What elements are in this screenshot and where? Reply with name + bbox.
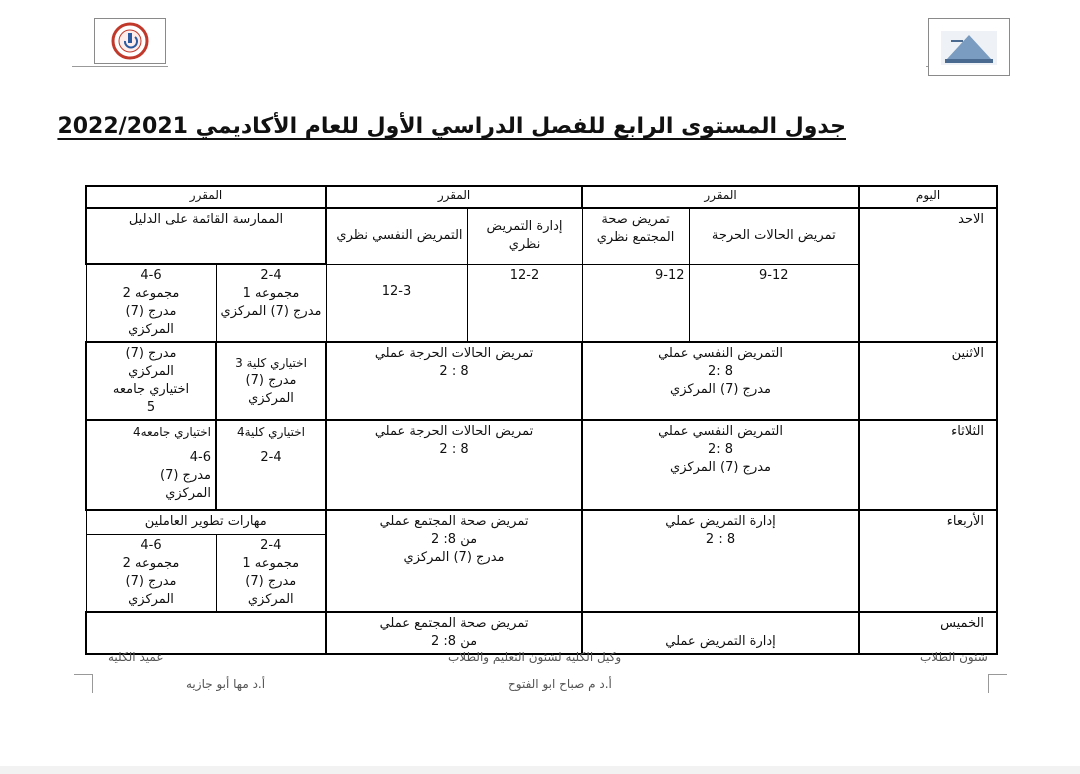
footer-dean: عميد الكليه [108,650,164,664]
top-left-rule [72,66,168,67]
wednesday-group-1: 2-4 مجموعه 1 مدرج (7) المركزي [216,534,326,612]
sunday-time-3: 12-2 [467,264,582,342]
sunday-time-4: 12-3 [326,264,467,342]
wednesday-row-top [86,510,997,534]
sunday-psych-theory: التمريض النفسي نظري [326,208,467,264]
page-corner-right [988,674,1007,693]
tuesday-faculty-elective: اختياري كلية4 2-4 [216,420,326,510]
header-course-2: المقرر [326,186,582,208]
faculty-logo-left [94,18,166,64]
tuesday-psych-practical: التمريض النفسي عملي 8 :2 مدرج (7) المركزي [582,420,859,510]
monday-faculty-elective: اختياري كلية 3 مدرج (7) المركزي [216,342,326,420]
university-logo-right [928,18,1010,76]
wednesday-community-practical: تمريض صحة المجتمع عملي من 8: 2 مدرج (7) المركزي [326,510,582,612]
sunday-time-2: 9-12 [582,264,689,342]
header-day: اليوم [859,186,997,208]
monday-university-elective: مدرج (7) المركزي اختياري جامعه 5 [86,342,216,420]
monday-psych-practical: التمريض النفسي عملي 8 :2 مدرج (7) المركزي [582,342,859,420]
day-thursday: الخميس [859,612,997,654]
thursday-nursing-admin-practical: إدارة التمريض عملي [582,612,859,654]
footer-dean-name: أ.د مها أبو جازيه [186,677,266,691]
day-wednesday: الأربعاء [859,510,997,612]
sunday-critical-care: تمريض الحالات الحرجة [689,208,859,264]
schedule-title: جدول المستوى الرابع للفصل الدراسي الأول للعام الأكاديمي 2022/2021 [57,114,846,139]
header-course-1: المقرر [582,186,859,208]
wednesday-staff-skills: مهارات تطوير العاملين [86,510,326,534]
sunday-time-1: 9-12 [689,264,859,342]
day-sunday: الاحد [859,208,997,342]
sunday-group-1: 2-4 مجموعه 1 مدرج (7) المركزي [216,264,326,342]
schedule-table [85,185,998,655]
tuesday-critical-practical: تمريض الحالات الحرجة عملي 8 : 2 [326,420,582,510]
day-monday: الاثنين [859,342,997,420]
monday-row [86,342,997,420]
thursday-community-practical: تمريض صحة المجتمع عملي من 8: 2 [326,612,582,654]
tuesday-university-elective: اختياري جامعه4 4-6 مدرج (7) المركزي [86,420,216,510]
footer-vice-dean: وكيل الكليه لشئون التعليم والطلاب [448,650,622,664]
thursday-row [86,612,997,654]
tuesday-row [86,420,997,510]
header-course-3: المقرر [86,186,326,208]
footer-student-affairs: شئون الطلاب [920,650,988,664]
sunday-group-2: 4-6 مجموعه 2 مدرج (7) المركزي [86,264,216,342]
sunday-evidence-practice: الممارسة القائمة على الدليل [86,208,326,264]
thursday-empty-cell [86,612,326,654]
footer-vice-dean-name: أ.د م صباح ابو الفتوح [508,677,612,691]
day-tuesday: الثلاثاء [859,420,997,510]
wednesday-group-2: 4-6 مجموعه 2 مدرج (7) المركزي [86,534,216,612]
sunday-community-theory: تمريض صحة المجتمع نظري [582,208,689,264]
header-row [86,186,997,208]
wednesday-nursing-admin-practical: إدارة التمريض عملي 8 : 2 [582,510,859,612]
sunday-nursing-admin-theory: إدارة التمريض نظري [467,208,582,264]
sunday-row-courses [86,208,997,264]
page-corner-left [74,674,93,693]
monday-critical-practical: تمريض الحالات الحرجة عملي 8 : 2 [326,342,582,420]
